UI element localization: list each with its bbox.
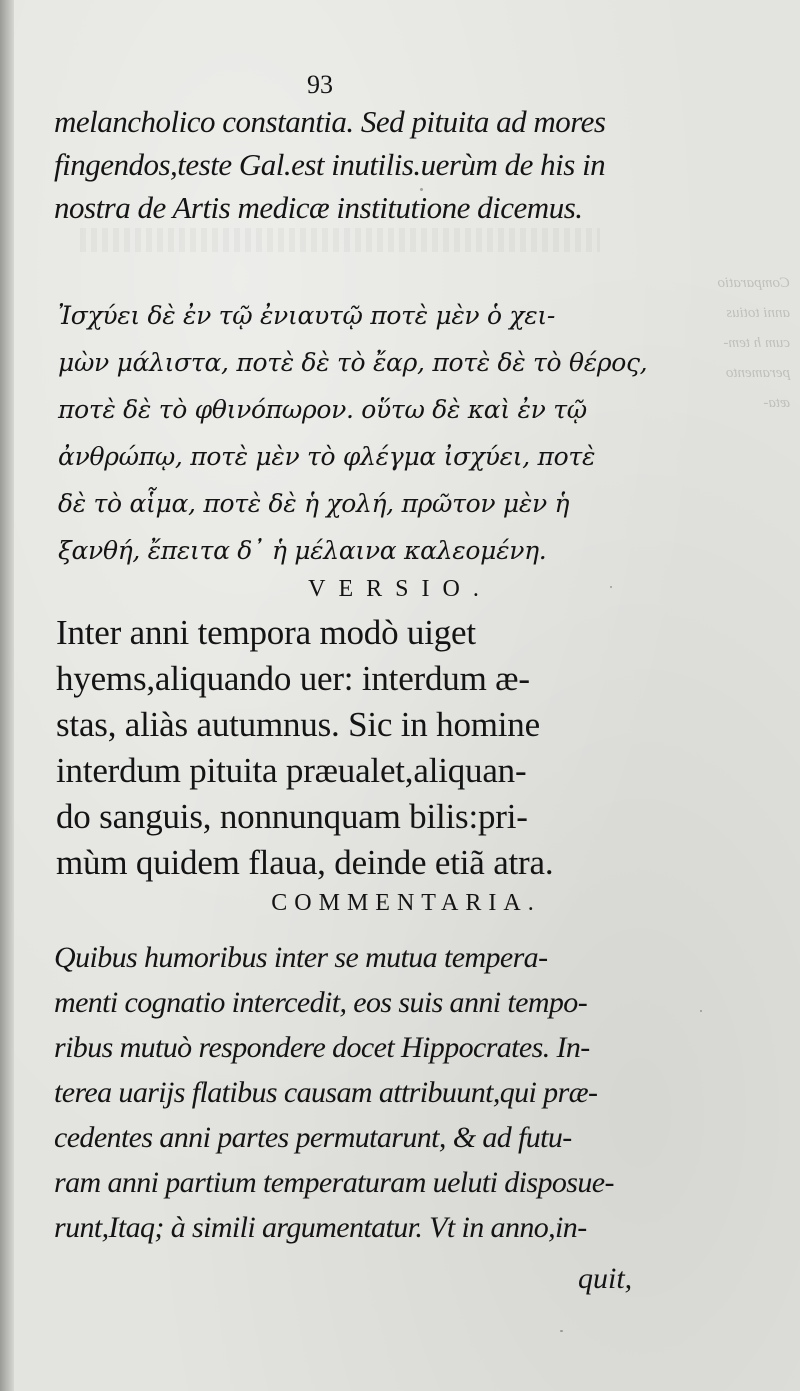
commentary-line: cedentes anni partes permutarunt, & ad futu- (54, 1121, 572, 1154)
translation-line: hyems,aliquando uer: interdum æ- (56, 659, 530, 698)
commentary-line: Quibus humoribus inter se mutua tempera- (54, 941, 548, 974)
paper-speck (610, 586, 612, 588)
greek-passage (58, 292, 658, 574)
greek-line: ἀνθρώπῳ, ποτὲ μὲν τὸ φλέγμα ἰσχύει, ποτὲ (58, 442, 596, 471)
versio-translation (56, 610, 646, 886)
show-through-line: Comparatio (717, 275, 790, 291)
translation-line: mùm quidem flaua, deinde etiã atra. (56, 843, 554, 882)
catchword: quit, (578, 1262, 633, 1295)
commentary-paragraph (54, 935, 654, 1250)
translation-line: Inter anni tempora modò uiget (56, 613, 476, 652)
commentary-line: runt,Itaq; à simili argumentatur. Vt in anno,in- (54, 1211, 587, 1244)
paper-speck (700, 1010, 702, 1012)
book-spine-shadow (0, 0, 14, 1391)
show-through-text (650, 268, 790, 418)
versio-heading: VERSIO. (308, 576, 492, 602)
text-line: fingendos,teste Gal.est inutilis.uerùm de his in (54, 147, 606, 182)
text-line: nostra de Artis medicæ institutione dicemus. (54, 190, 583, 225)
translation-line: interdum pituita præualet,aliquan- (56, 751, 527, 790)
greek-line: μὼν μάλιστα, ποτὲ δὲ τὸ ἔαρ, ποτὲ δὲ τὸ θέρος, (58, 348, 648, 377)
page-number: 93 (307, 70, 333, 99)
translation-line: stas, aliàs autumnus. Sic in homine (56, 705, 540, 744)
intro-paragraph (54, 100, 654, 229)
text-line: melancholico constantia. Sed pituita ad mores (54, 104, 606, 139)
greek-line: ποτὲ δὲ τὸ φθινόπωρον. οὕτω δὲ καὶ ἐν τῷ (58, 395, 587, 424)
show-through-line: peramento (725, 365, 790, 381)
translation-line: do sanguis, nonnunquam bilis:pri- (56, 797, 528, 836)
paper-speck (560, 1330, 563, 1332)
commentary-line: ribus mutuò respondere docet Hippocrates. In- (54, 1031, 590, 1064)
greek-line: δὲ τὸ αἷμα, ποτὲ δὲ ἡ χολή, πρῶτον μὲν ἡ (58, 489, 570, 518)
paper-speck (420, 188, 423, 191)
show-through-line: anni totius (726, 305, 790, 321)
commentaria-heading: COMMENTARIA. (271, 890, 541, 916)
commentary-line: terea uarijs flatibus causam attribuunt,qui præ- (54, 1076, 598, 1109)
greek-line: Ἰσχύει δὲ ἐν τῷ ἐνιαυτῷ ποτὲ μὲν ὁ χει- (58, 301, 555, 330)
greek-line: ξανθή, ἔπειτα δ᾽ ἡ μέλαινα καλεομένη. (58, 536, 547, 565)
show-through-line: cum h tem- (723, 335, 790, 351)
commentary-line: ram anni partium temperaturam ueluti disposue- (54, 1166, 614, 1199)
ink-bleed-through (80, 228, 600, 252)
show-through-line: æta- (763, 395, 790, 411)
commentary-line: menti cognatio intercedit, eos suis anni tempo- (54, 986, 588, 1019)
